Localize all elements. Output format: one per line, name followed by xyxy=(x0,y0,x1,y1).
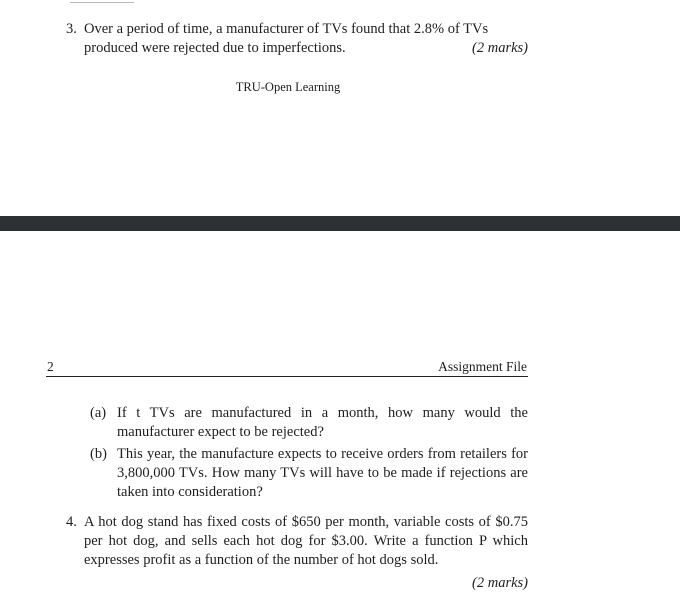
page-top xyxy=(0,0,680,216)
question-3b-label: (b) xyxy=(90,446,107,462)
question-4-marks: (2 marks) xyxy=(472,575,528,591)
page-divider xyxy=(0,216,680,231)
question-3a-text: If t TVs are manufactured in a month, how many would the manufacturer expect to be rejected? xyxy=(117,405,528,440)
question-4-number: 4. xyxy=(66,514,77,530)
question-4 xyxy=(66,513,528,570)
question-3b xyxy=(90,445,528,502)
page-header xyxy=(46,359,528,377)
question-3a-label: (a) xyxy=(90,405,107,421)
question-3a xyxy=(90,404,528,442)
question-3-number: 3. xyxy=(66,21,77,37)
question-3-text: Over a period of time, a manufacturer of TVs found that 2.8% of TVs produced were rejected due to imperfections. xyxy=(84,21,489,56)
question-4-text: A hot dog stand has fixed costs of $650 per month, variable costs of $0.75 per hot dog, and sells each hot dog for $3.00. Write a function P which expresses profit as a function of the number of hot dogs sold. xyxy=(84,514,528,568)
page-number: 2 xyxy=(47,359,54,374)
previous-answer-box-edge xyxy=(70,0,134,3)
page-header-title: Assignment File xyxy=(438,359,527,374)
page-bottom xyxy=(0,231,680,598)
question-3b-text: This year, the manufacture expects to receive orders from retailers for 3,800,000 TVs. How many TVs will have to be made if rejections are taken into consideration? xyxy=(117,446,528,500)
question-3 xyxy=(66,20,528,58)
question-3-marks: (2 marks) xyxy=(472,40,528,56)
page-footer: TRU-Open Learning xyxy=(235,80,341,94)
